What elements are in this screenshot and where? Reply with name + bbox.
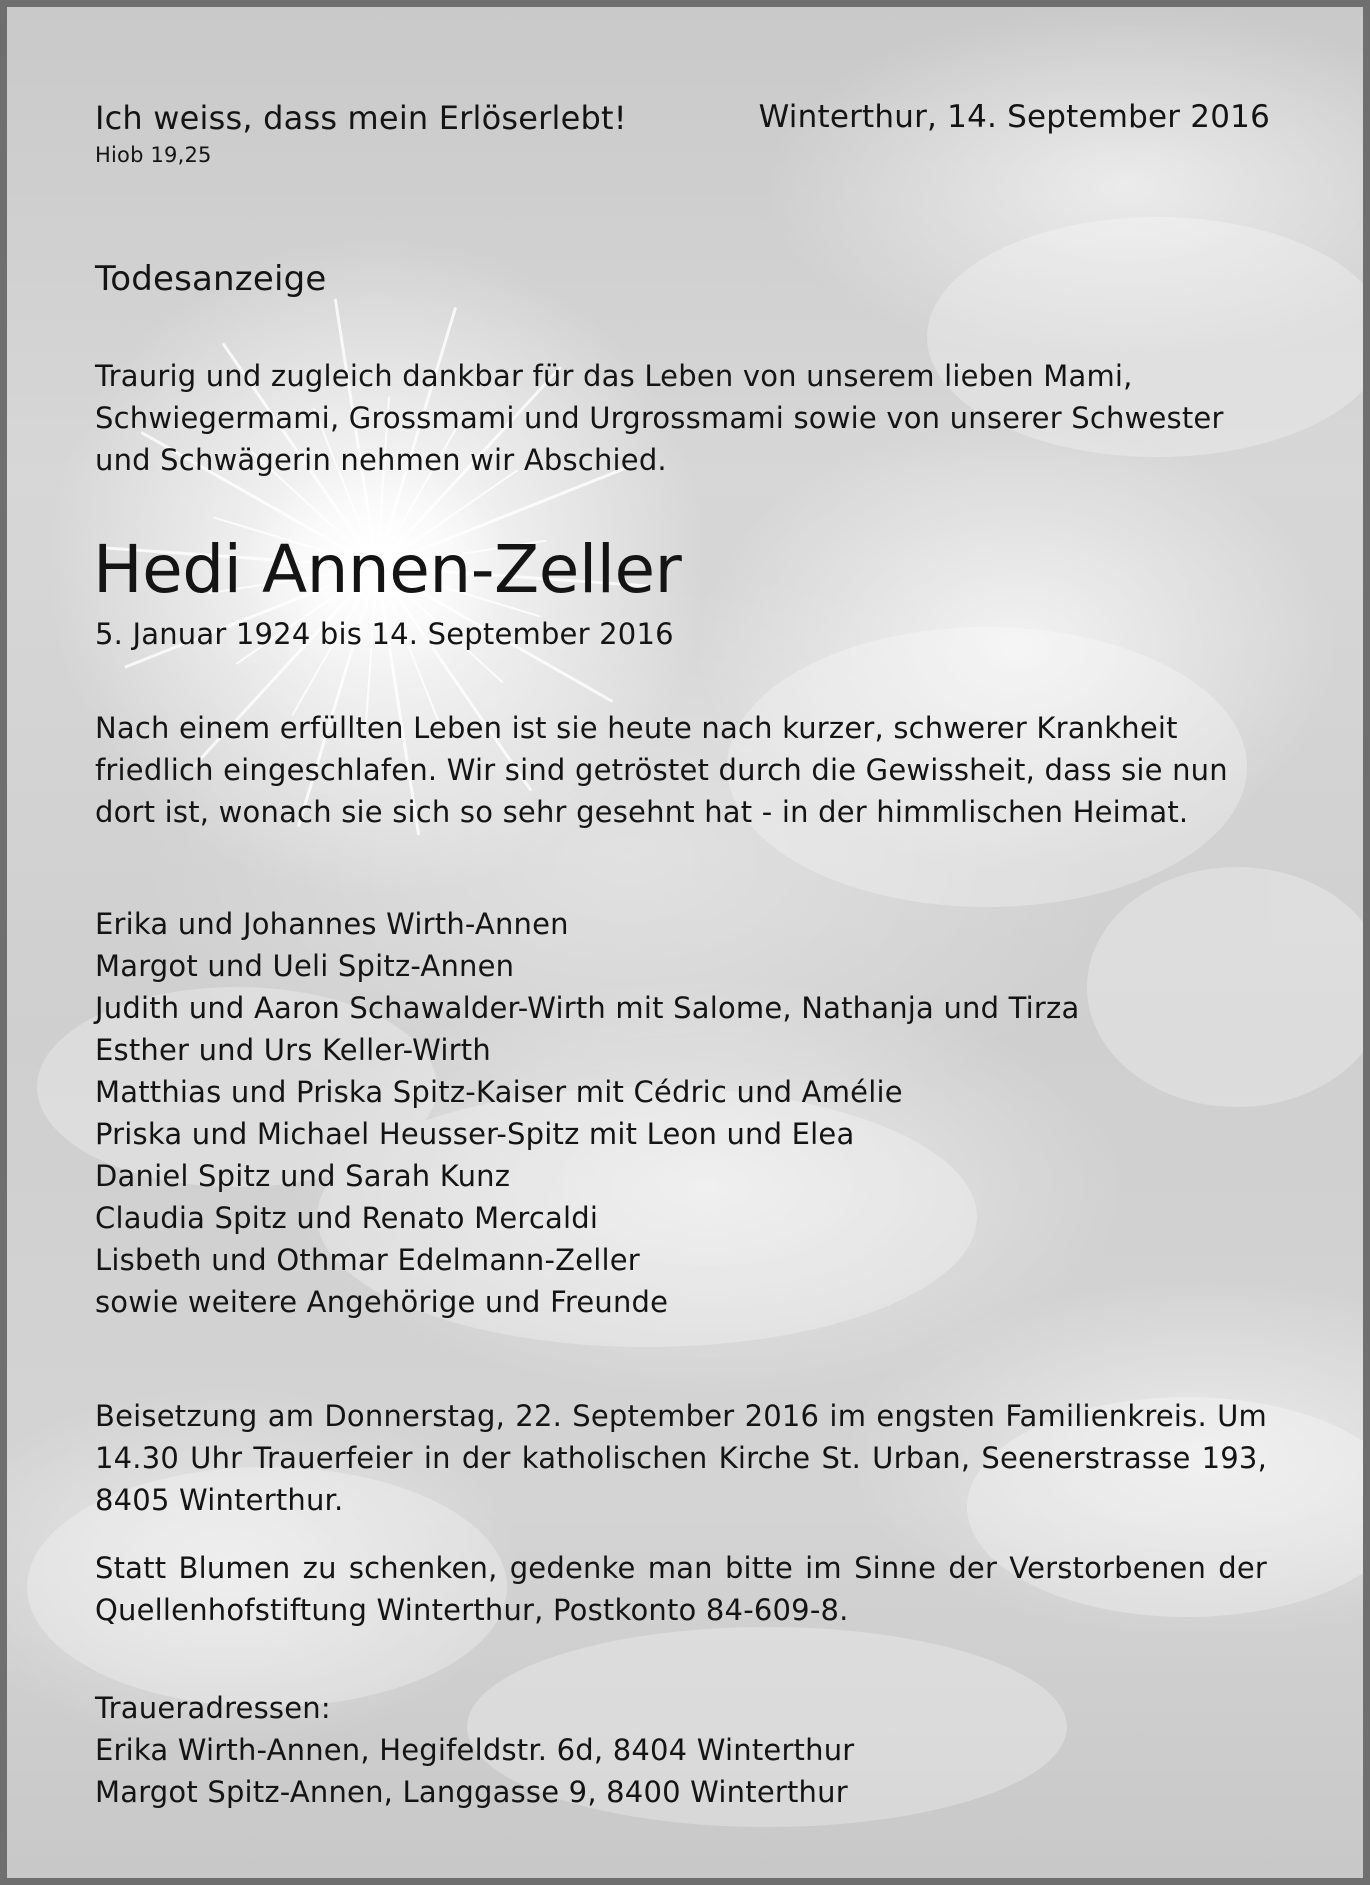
donation-request: Statt Blumen zu schenken, gedenke man bitte im Sinne der Verstorbenen der Quellenhofstiftung Winterthur, Postkonto 84-609-8. bbox=[95, 1551, 1267, 1627]
mourners-list bbox=[95, 903, 1079, 1323]
addresses-heading: Traueradressen: bbox=[95, 1691, 331, 1725]
place-and-date: Winterthur, 14. September 2016 bbox=[758, 99, 1270, 135]
address-line: Erika Wirth-Annen, Hegifeldstr. 6d, 8404 Winterthur bbox=[95, 1733, 855, 1767]
mourner-entry: Matthias und Priska Spitz-Kaiser mit Cédric und Amélie bbox=[95, 1075, 903, 1109]
bible-verse: Ich weiss, dass mein Erlöserlebt! bbox=[95, 99, 627, 137]
mourning-addresses bbox=[95, 1687, 854, 1813]
mourner-entry: Erika und Johannes Wirth-Annen bbox=[95, 907, 569, 941]
mourner-entry: sowie weitere Angehörige und Freunde bbox=[95, 1285, 669, 1319]
intro-line: und Schwägerin nehmen wir Abschied. bbox=[95, 443, 667, 477]
bible-verse-reference: Hiob 19,25 bbox=[95, 143, 212, 167]
tribute-line: friedlich eingeschlafen. Wir sind getröstet durch die Gewissheit, dass sie nun bbox=[95, 753, 1228, 787]
tribute-line: Nach einem erfüllten Leben ist sie heute nach kurzer, schwerer Krankheit bbox=[95, 711, 1178, 745]
mourner-entry: Judith und Aaron Schawalder-Wirth mit Salome, Nathanja und Tirza bbox=[95, 991, 1080, 1025]
mourner-entry: Lisbeth und Othmar Edelmann-Zeller bbox=[95, 1243, 640, 1277]
mourner-entry: Claudia Spitz und Renato Mercaldi bbox=[95, 1201, 599, 1235]
mourner-entry: Margot und Ueli Spitz-Annen bbox=[95, 949, 515, 983]
notice-title: Todesanzeige bbox=[95, 259, 327, 299]
tribute-paragraph bbox=[95, 707, 1228, 833]
deceased-name: Hedi Annen-Zeller bbox=[93, 531, 682, 608]
mourner-entry: Daniel Spitz und Sarah Kunz bbox=[95, 1159, 511, 1193]
mourner-entry: Priska und Michael Heusser-Spitz mit Leon und Elea bbox=[95, 1117, 855, 1151]
lifespan: 5. Januar 1924 bis 14. September 2016 bbox=[95, 617, 674, 651]
address-line: Margot Spitz-Annen, Langgasse 9, 8400 Winterthur bbox=[95, 1775, 848, 1809]
intro-line: Traurig und zugleich dankbar für das Leben von unserem lieben Mami, bbox=[95, 359, 1133, 393]
obituary-page bbox=[7, 7, 1363, 1878]
intro-paragraph bbox=[95, 355, 1224, 481]
mourner-entry: Esther und Urs Keller-Wirth bbox=[95, 1033, 491, 1067]
tribute-line: dort ist, wonach sie sich so sehr gesehnt hat - in der himmlischen Heimat. bbox=[95, 795, 1189, 829]
burial-information: Beisetzung am Donnerstag, 22. September 2016 im engsten Familienkreis. Um 14.30 Uhr Trauerfeier in der katholischen Kirche St. Urban, Seenerstrasse 193, 8405 Winterthur. bbox=[95, 1399, 1267, 1517]
intro-line: Schwiegermami, Grossmami und Urgrossmami sowie von unserer Schwester bbox=[95, 401, 1224, 435]
